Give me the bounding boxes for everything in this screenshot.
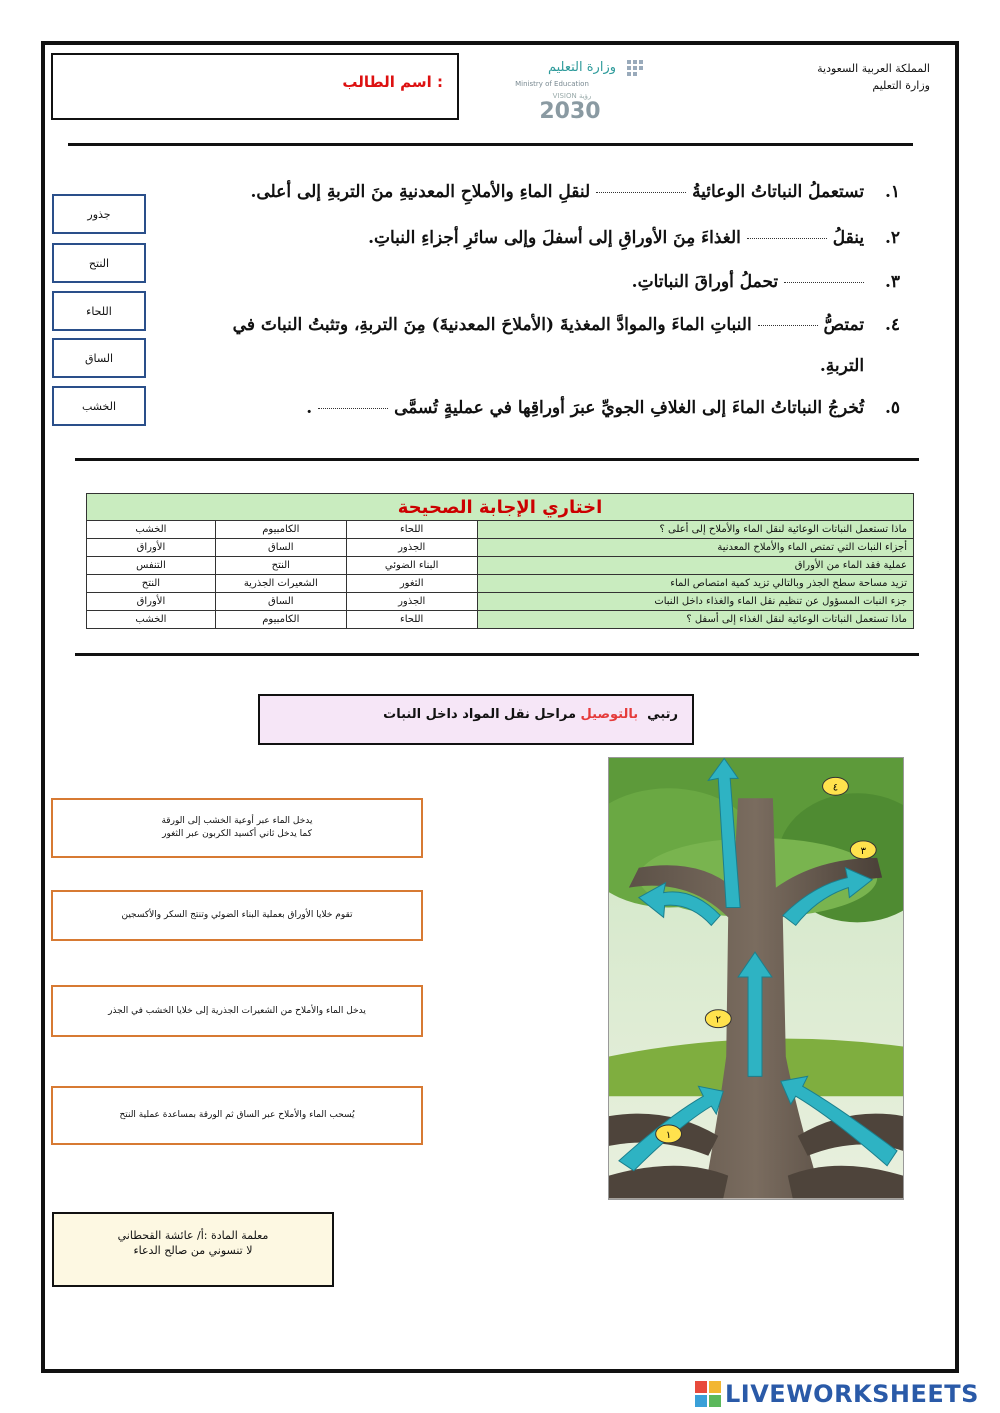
question-text-after: النباتِ الماءَ والموادَّ المغذيةَ (الأملاحَ المعدنيةَ) مِنَ التربةِ، وتثبتُ النباتَ في [232, 315, 752, 335]
question-number: ٣. [884, 272, 900, 292]
question-text-line2: التربةِ. [819, 356, 865, 376]
step-text-line1: يدخل الماء والأملاح من الشعيرات الجذرية إلى خلايا الخشب في الجذر [108, 1005, 366, 1016]
mcq-option[interactable]: الخشب [87, 611, 216, 629]
question-number: ١. [884, 182, 900, 202]
mcq-question: أجزاء النبات التي تمتص الماء والأملاح المعدنية [477, 539, 913, 557]
mcq-option[interactable]: التنفس [87, 557, 216, 575]
step-text-line1: يدخل الماء عبر أوعية الخشب إلى الورقة [161, 816, 313, 826]
answer-blank[interactable] [784, 282, 864, 283]
section-divider [75, 458, 919, 461]
matching-step[interactable] [51, 1086, 423, 1145]
word-bank-item[interactable]: النتح [52, 243, 146, 283]
liveworksheets-logo [695, 1380, 979, 1408]
fill-question-2 [368, 228, 900, 248]
answer-blank[interactable] [758, 325, 818, 326]
teacher-name: معلمة المادة :أ/ عائشة القحطاني [117, 1229, 269, 1242]
mcq-option[interactable]: الجذور [346, 593, 477, 611]
mcq-option[interactable]: الخشب [87, 521, 216, 539]
mcq-option[interactable]: الكامبيوم [215, 521, 346, 539]
question-text-before: تُخرجُ النباتاتُ الماءَ إلى الغلافِ الجويِّ عبرَ أوراقِها في عمليةٍ تُسمَّى [394, 398, 865, 418]
tree-badge-2: ٢ [715, 1014, 721, 1026]
liveworksheets-text: LIVEWORKSHEETS [725, 1380, 979, 1408]
header-ministry-block [817, 60, 930, 94]
table-row [87, 539, 914, 557]
mcq-option[interactable]: الثغور [346, 575, 477, 593]
header-divider [68, 143, 913, 146]
question-number: ٥. [884, 398, 900, 418]
mcq-question: ماذا تستعمل النباتات الوعائية لنقل الماء والأملاح إلى أعلى ؟ [477, 521, 913, 539]
mcq-question: جزء النبات المسؤول عن تنظيم نقل الماء والغذاء داخل النبات [477, 593, 913, 611]
matching-step[interactable] [51, 985, 423, 1037]
question-text-before: تستعملُ النباتاتُ الوعائيةُ [692, 182, 865, 202]
step-text-line2: كما يدخل ثاني أكسيد الكربون عبر الثغور [162, 829, 312, 839]
word-bank-item[interactable]: الساق [52, 338, 146, 378]
word-bank-item[interactable]: جذور [52, 194, 146, 234]
matching-title-rest: مراحل نقل المواد داخل النبات [383, 707, 576, 722]
mcq-option[interactable]: البناء الضوئي [346, 557, 477, 575]
mcq-option[interactable]: الجذور [346, 539, 477, 557]
fill-question-4 [233, 315, 900, 335]
word-bank-item[interactable]: الخشب [52, 386, 146, 426]
ministry-name: وزارة التعليم [872, 79, 930, 92]
fill-question-1 [250, 182, 900, 202]
mcq-title: اختاري الإجابة الصحيحة [87, 494, 914, 521]
tree-badge-3: ٣ [860, 845, 866, 857]
word-bank-item[interactable]: اللحاء [52, 291, 146, 331]
mcq-option[interactable]: الأوراق [87, 593, 216, 611]
answer-blank[interactable] [747, 238, 827, 239]
mcq-question: تزيد مساحة سطح الجذر وبالتالي تزيد كمية امتصاص الماء [477, 575, 913, 593]
mcq-option[interactable]: الشعيرات الجذرية [215, 575, 346, 593]
mcq-option[interactable]: الكامبيوم [215, 611, 346, 629]
mcq-option[interactable]: الساق [215, 593, 346, 611]
fill-question-3 [632, 272, 900, 292]
mcq-table [86, 493, 914, 629]
question-text-before: تمتصُّ [823, 315, 865, 335]
matching-title-highlight: بالتوصيل [580, 707, 639, 722]
mcq-option[interactable]: اللحاء [346, 521, 477, 539]
question-number: ٢. [884, 228, 900, 248]
question-text-after: تحملُ أوراقَ النباتاتِ. [631, 272, 779, 292]
tree-badge-4: ٤ [832, 782, 839, 794]
logo-vision-year: 2030 [539, 99, 601, 124]
answer-blank[interactable] [596, 192, 686, 193]
tree-badge-1: ١ [665, 1129, 672, 1141]
table-row [87, 593, 914, 611]
question-text-after: . [306, 398, 313, 418]
mcq-option[interactable]: الأوراق [87, 539, 216, 557]
liveworksheets-icon [695, 1381, 721, 1407]
matching-title-prefix: رتبي [647, 707, 678, 722]
mcq-option[interactable]: الساق [215, 539, 346, 557]
table-row [87, 575, 914, 593]
matching-title [258, 694, 694, 745]
student-name-label: اسم الطالب : [342, 73, 443, 91]
mcq-option[interactable]: النتح [215, 557, 346, 575]
question-text-after: لنقلِ الماءِ والأملاحِ المعدنيةِ منَ التربةِ إلى أعلى. [250, 182, 591, 202]
mcq-question: ماذا تستعمل النباتات الوعائية لنقل الغذاء إلى أسفل ؟ [477, 611, 913, 629]
fill-question-4-line2 [820, 356, 900, 376]
question-text-before: ينقلُ [832, 228, 865, 248]
mcq-question: عملية فقد الماء من الأوراق [477, 557, 913, 575]
table-row [87, 611, 914, 629]
section-divider [75, 653, 919, 656]
student-name-box[interactable] [51, 53, 459, 120]
logo-ministry-en: Ministry of Education [515, 80, 589, 88]
matching-step[interactable] [51, 798, 423, 858]
teacher-box [52, 1212, 334, 1287]
matching-step[interactable] [51, 890, 423, 941]
teacher-note: لا تنسوني من صالح الدعاء [133, 1244, 253, 1257]
logo-dots-icon [627, 60, 643, 76]
tree-diagram [608, 757, 904, 1200]
step-text-line1: تقوم خلايا الأوراق بعملية البناء الضوئي وتنتج السكر والأكسجين [121, 910, 353, 920]
question-number: ٤. [884, 315, 900, 335]
answer-blank[interactable] [318, 408, 388, 409]
table-row [87, 557, 914, 575]
ministry-vision-logo [512, 56, 652, 128]
fill-question-5 [306, 398, 900, 418]
country-name: المملكة العربية السعودية [817, 62, 930, 75]
logo-ministry-text: وزارة التعليم [547, 60, 617, 75]
question-text-after: الغذاءَ مِنَ الأوراقِ إلى أسفلَ وإلى سائرِ أجزاءِ النباتِ. [368, 228, 741, 248]
mcq-option[interactable]: النتح [87, 575, 216, 593]
step-text-line1: يُسحب الماء والأملاح عبر الساق ثم الورقة بمساعدة عملية النتح [119, 1110, 355, 1120]
mcq-option[interactable]: اللحاء [346, 611, 477, 629]
logo-vision-text: VISION رؤية [552, 92, 592, 100]
table-row [87, 521, 914, 539]
